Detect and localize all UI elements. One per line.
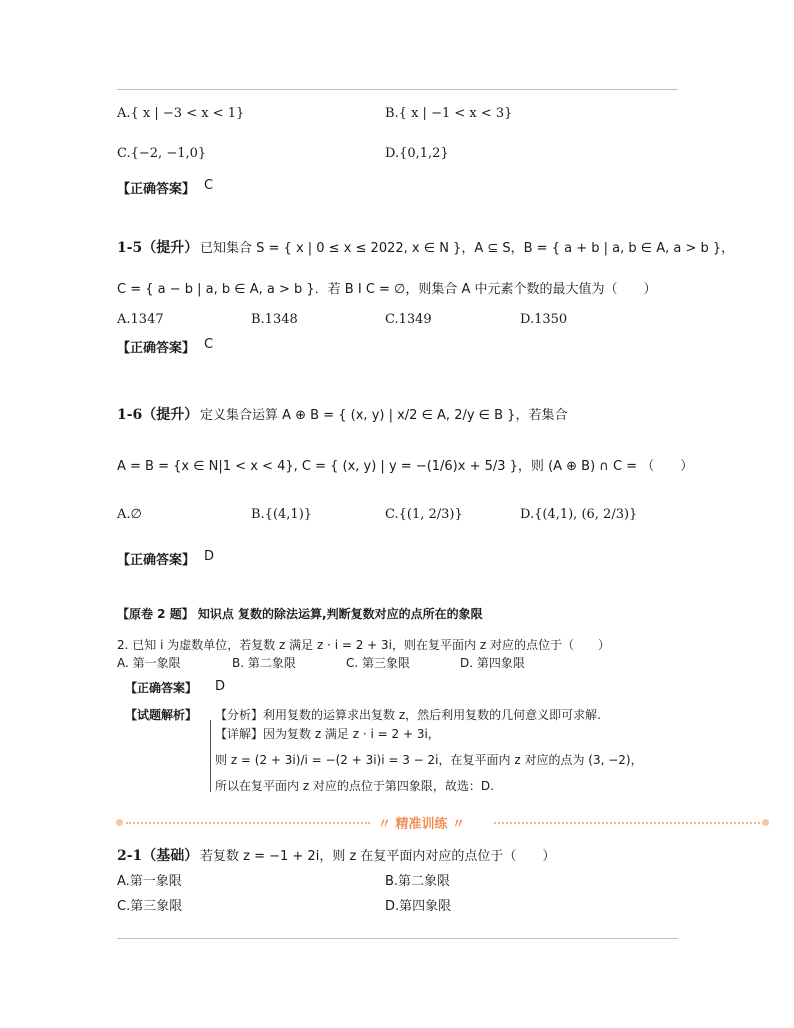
q1-6-option-a: A.∅ [117, 507, 142, 522]
q1-4-option-d: D.{0,1,2} [385, 146, 449, 161]
q2-knowledge-header: 【原卷 2 题】 知识点 复数的除法运算,判断复数对应的点所在的象限 [117, 607, 483, 621]
q1-6-number: 1-6（提升） [117, 407, 199, 423]
top-divider [117, 89, 678, 90]
q2-1-stem: 若复数 z = −1 + 2i，则 z 在复平面内对应的点位于（ ） [200, 849, 556, 864]
q2-answer-label: 【正确答案】 [125, 681, 198, 695]
q1-5-number: 1-5（提升） [117, 240, 199, 256]
q2-stem: 2. 已知 i 为虚数单位，若复数 z 满足 z · i = 2 + 3i，则在复平面内 z 对应的点位于（ ） [117, 638, 610, 652]
q2-analysis-line2: 【详解】因为复数 z 满足 z · i = 2 + 3i， [215, 727, 440, 741]
q2-1-option-c: C.第三象限 [117, 899, 183, 914]
q1-5-option-d: D.1350 [520, 312, 568, 327]
q2-1-option-a: A.第一象限 [117, 874, 182, 889]
q2-option-d: D. 第四象限 [460, 656, 525, 670]
banner-left-dot [116, 819, 123, 826]
q1-5-stem-line1: 已知集合 S = { x | 0 ≤ x ≤ 2022, x ∈ N }，A ⊆ S，B = { a + b | a, b ∈ A, a > b }， [200, 241, 735, 256]
banner-right-dot [762, 819, 769, 826]
q1-4-answer-label: 【正确答案】 [117, 182, 196, 197]
q1-6-stem-line1: 定义集合运算 A ⊕ B = { (x, y) | x/2 ∈ A, 2/y ∈ B }，若集合 [200, 408, 568, 423]
q2-option-a: A. 第一象限 [117, 656, 181, 670]
banner-left-line [126, 822, 370, 824]
q2-analysis-line4: 所以在复平面内 z 对应的点位于第四象限，故选：D. [215, 779, 494, 793]
bottom-divider [117, 938, 678, 939]
q2-answer: D [215, 679, 226, 694]
q1-6-option-d: D.{(4,1), (6, 2/3)} [520, 507, 638, 522]
analysis-bracket-line [210, 720, 211, 792]
q1-6-option-c: C.{(1, 2/3)} [385, 507, 463, 522]
q1-6-answer-label: 【正确答案】 [117, 553, 196, 568]
q1-5-option-b: B.1348 [251, 312, 298, 327]
q1-5-stem-line2: C = { a − b | a, b ∈ A, a > b }．若 B I C = ∅，则集合 A 中元素个数的最大值为（ ） [117, 282, 657, 297]
q2-analysis-label: 【试题解析】 [125, 708, 198, 722]
precision-training-banner: 〃 精准训练 〃 [378, 817, 466, 832]
banner-right-line [494, 822, 760, 824]
q1-5-option-c: C.1349 [385, 312, 432, 327]
q2-analysis-line3: 则 z = (2 + 3i)/i = −(2 + 3i)i = 3 − 2i，在复平面内 z 对应的点为 (3, −2)， [215, 753, 643, 767]
q1-4-option-a: A.{ x | −3 < x < 1} [117, 106, 245, 121]
q1-6-option-b: B.{(4,1)} [251, 507, 313, 522]
q2-analysis-line1: 【分析】利用复数的运算求出复数 z，然后利用复数的几何意义即可求解. [215, 708, 601, 722]
q1-5-answer: C [204, 337, 214, 352]
q2-option-b: B. 第二象限 [232, 656, 296, 670]
q2-1-number: 2-1（基础） [117, 848, 199, 864]
q2-1-option-b: B.第二象限 [385, 874, 451, 889]
q1-5-answer-label: 【正确答案】 [117, 341, 196, 356]
q1-5-option-a: A.1347 [117, 312, 164, 327]
q1-4-option-b: B.{ x | −1 < x < 3} [385, 106, 513, 121]
q2-1-option-d: D.第四象限 [385, 899, 452, 914]
q2-option-c: C. 第三象限 [346, 656, 411, 670]
q1-4-option-c: C.{−2, −1,0} [117, 146, 207, 161]
q1-6-stem-line2: A = B = {x ∈ N|1 < x < 4}, C = { (x, y) | y = −(1/6)x + 5/3 }，则 (A ⊕ B) ∩ C = （ ） [117, 459, 694, 474]
q1-6-answer: D [204, 549, 215, 564]
q1-4-answer: C [204, 178, 214, 193]
